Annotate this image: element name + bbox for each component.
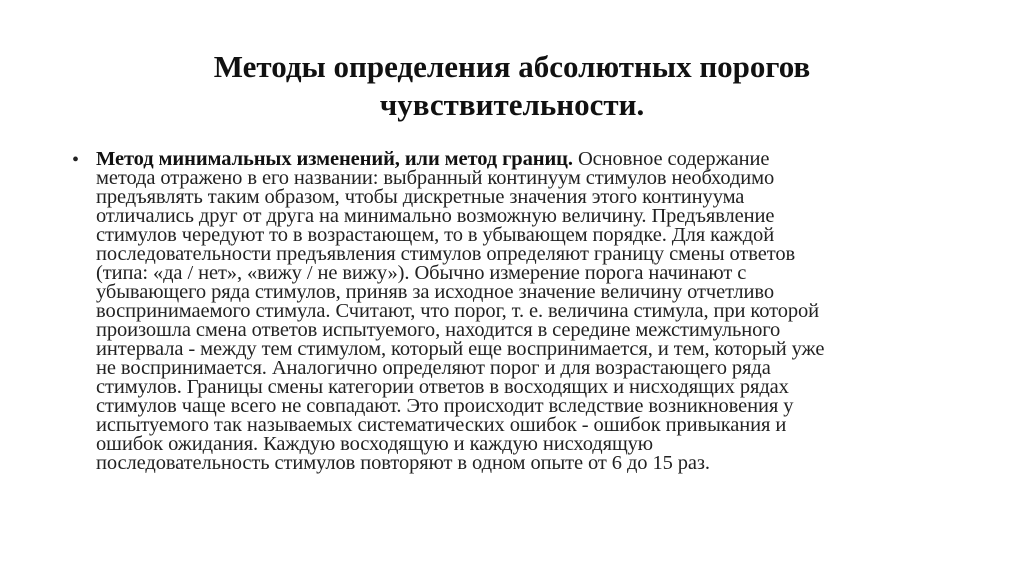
title-line-1: Методы определения абсолютных порогов bbox=[213, 49, 811, 84]
text-line: последовательность стимулов повторяют в одном опыте от 6 до 15 раз. bbox=[96, 452, 710, 474]
text-line: не воспринимается. Аналогично определяют порог и для возрастающего ряда bbox=[96, 357, 771, 379]
text-line: отличались друг от друга на минимально возможную величину. Предъявление bbox=[96, 205, 775, 227]
text-line: интервала - между тем стимулом, который еще воспринимается, и тем, который уже bbox=[96, 338, 825, 360]
text-line: произошла смена ответов испытуемого, находится в середине межстимульного bbox=[96, 319, 781, 341]
text-line: ошибок ожидания. Каждую восходящую и каждую нисходящую bbox=[96, 433, 654, 455]
text-line: убывающего ряда стимулов, приняв за исходное значение величину отчетливо bbox=[96, 281, 775, 303]
text-line: стимулов чередуют то в возрастающем, то в убывающем порядке. Для каждой bbox=[96, 224, 775, 246]
bullet-marker: • bbox=[72, 149, 80, 171]
text-line: стимулов. Границы смены категории ответов в восходящих и нисходящих рядах bbox=[96, 376, 789, 398]
text-line: стимулов чаще всего не совпадают. Это происходит вследствие возникновения у bbox=[96, 395, 794, 417]
slide-title bbox=[100, 48, 924, 124]
title-line-2: чувствительности. bbox=[379, 87, 645, 122]
text-line: (типа: «да / нет», «вижу / не вижу»). Обычно измерение порога начинают с bbox=[96, 262, 747, 284]
text-line: предъявлять таким образом, чтобы дискретные значения этого континуума bbox=[96, 186, 745, 208]
bullet-item bbox=[72, 150, 952, 473]
text-line: последовательности предъявления стимулов определяют границу смены ответов bbox=[96, 243, 796, 265]
text-line: испытуемого так называемых систематических ошибок - ошибок привыкания и bbox=[96, 414, 787, 436]
text-line-rest: Основное содержание bbox=[572, 148, 770, 170]
bullet-list bbox=[72, 150, 952, 473]
text-line: воспринимаемого стимула. Считают, что порог, т. е. величина стимула, при которой bbox=[96, 300, 820, 322]
bullet-lead: Метод минимальных изменений, или метод границ. bbox=[96, 148, 573, 170]
bullet-text bbox=[96, 150, 952, 473]
text-line: метода отражено в его названии: выбранный континуум стимулов необходимо bbox=[96, 167, 775, 189]
